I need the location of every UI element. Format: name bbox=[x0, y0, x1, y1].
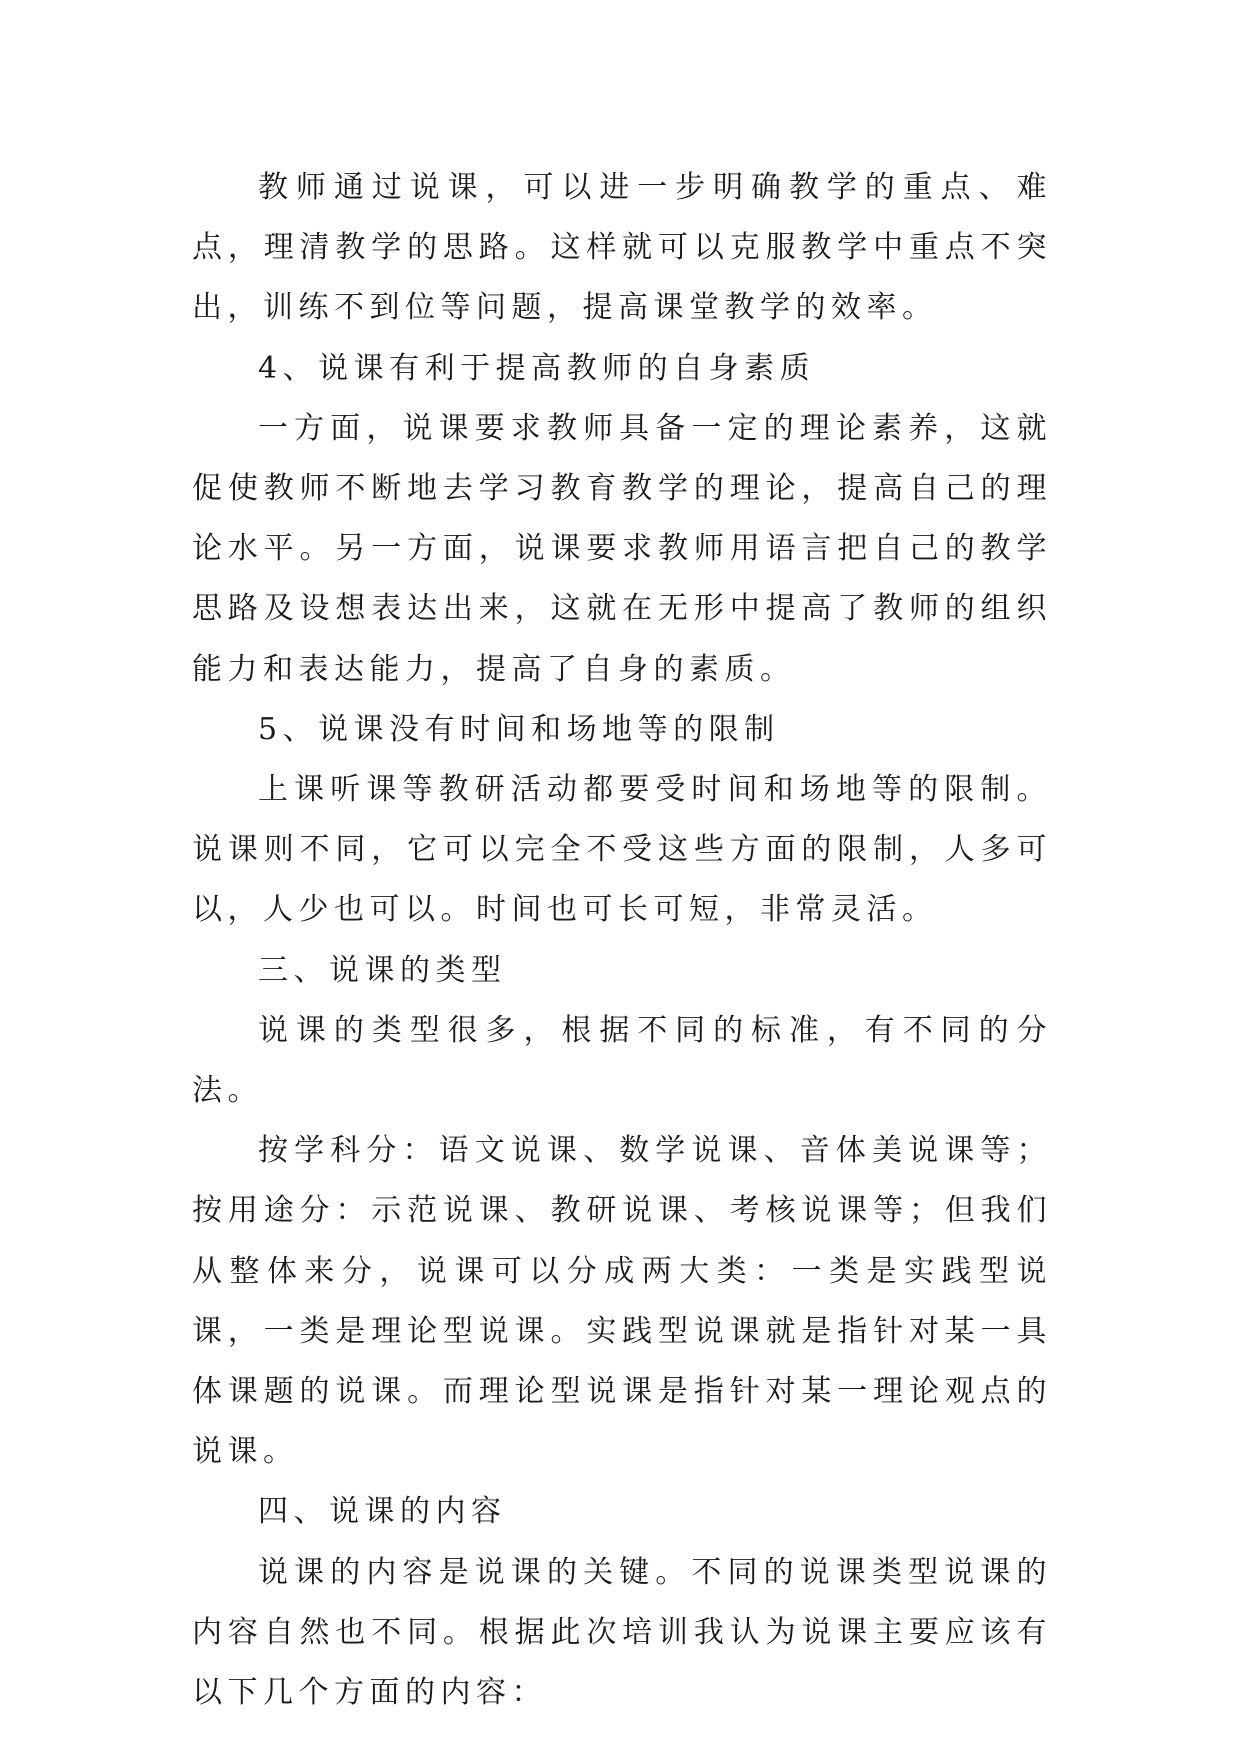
section-heading: 三、说课的类型 bbox=[258, 952, 507, 988]
section-heading: 四、说课的内容 bbox=[258, 1494, 507, 1530]
paragraph: 说课的内容是说课的关键。不同的说课类型说课的内容自然也不同。根据此次培训我认为说课主要应该有以下几个方面的内容： bbox=[192, 1554, 1052, 1711]
paragraph: 一方面，说课要求教师具备一定的理论素养，这就促使教师不断地去学习教育教学的理论，提高自己的理论水平。另一方面，说课要求教师用语言把自己的教学思路及设想表达出来，这就在无形中提高了教师的组织能力和表达能力，提高了自身的素质。 bbox=[192, 410, 1052, 687]
paragraph: 上课听课等教研活动都要受时间和场地等的限制。说课则不同，它可以完全不受这些方面的限制，人多可以，人少也可以。时间也可长可短，非常灵活。 bbox=[192, 772, 1052, 928]
section-heading: 5、说课没有时间和场地等的限制 bbox=[258, 711, 780, 747]
paragraph: 说课的类型很多，根据不同的标准，有不同的分法。 bbox=[192, 1012, 1052, 1109]
paragraph: 教师通过说课，可以进一步明确教学的重点、难点，理清教学的思路。这样就可以克服教学中重点不突出，训练不到位等问题，提高课堂教学的效率。 bbox=[192, 170, 1052, 326]
section-heading: 4、说课有利于提高教师的自身素质 bbox=[258, 350, 816, 386]
paragraph: 按学科分：语文说课、数学说课、音体美说课等；按用途分：示范说课、教研说课、考核说课等；但我们从整体来分，说课可以分成两大类：一类是实践型说课，一类是理论型说课。实践型说课就是指针对某一具体课题的说课。而理论型说课是指针对某一理论观点的说课。 bbox=[192, 1133, 1052, 1470]
document-body bbox=[192, 158, 1052, 1723]
